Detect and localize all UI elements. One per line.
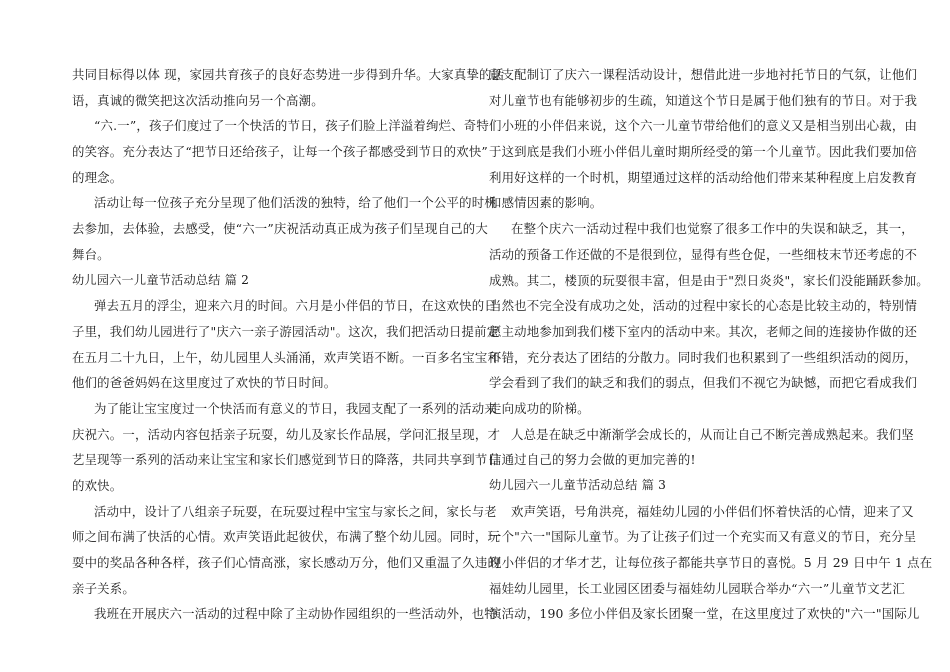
text-line: 一个"六一"国际儿童节。为了让孩子们过一个充实而又有意义的节日，充分呈	[489, 529, 917, 545]
text-line: 对儿童节也有能够初步的生疏，知道这个节日是属于他们独有的节日。对于我	[489, 92, 918, 108]
text-line: 学会看到了我们的缺乏和我们的弱点，但我们不视它为缺憾，而把它看成我们	[489, 375, 918, 391]
text-line: 活动中，设计了八组亲子玩耍，在玩耍过程中宝宝与家长之间，家长与老	[94, 503, 497, 519]
section-heading: 幼儿园六一儿童节活动总结 篇 3	[489, 478, 667, 492]
text-line: 走向成功的阶梯。	[489, 400, 590, 416]
text-line: 在整个庆六一活动过程中我们也觉察了很多工作中的失误和缺乏，其一，	[511, 221, 914, 237]
text-line: 在五月二十九日，上午，幼儿园里人头涌涌，欢声笑语不断。一百多名宝宝和	[72, 349, 501, 365]
text-line: 的理念。	[72, 169, 123, 185]
text-line: 信通过自己的努力会做的更加完善的!	[489, 452, 696, 468]
text-line: 愿主动地参加到我们楼下室内的活动中来。其次，老师之间的连接协作做的还	[489, 323, 918, 339]
text-line: “六.一”，孩子们度过了一个快活的节日，孩子们脸上洋溢着绚烂、奇特	[94, 118, 489, 134]
text-line: 演活动，190 多位小伴侣及家长团聚一堂，在这里度过了欢快的"六一"国际儿	[489, 606, 920, 622]
text-line: 们小班的小伴侣来说，这个六一儿童节带给他们的意义又是相当别出心裁，由	[489, 118, 918, 134]
text-line: 福娃幼儿园里，长工业园区团委与福娃幼儿园联合举办“六一”儿童节文艺汇	[489, 580, 905, 596]
text-line: 的欢快。	[72, 478, 123, 493]
section-heading: 幼儿园六一儿童节活动总结 篇 2	[72, 272, 250, 287]
text-line: 成熟。其二，楼顶的玩耍很丰富，但是由于"烈日炎炎"，家长们没能踊跃参加。	[489, 272, 929, 288]
text-line: 当然也不完全没有成功之处，活动的过程中家长的心态是比较主动的，特别情	[489, 298, 918, 314]
text-line: 人总是在缺乏中渐渐学会成长的，从而让自己不断完善成熟起来。我们坚	[511, 426, 914, 442]
text-line: 的笑容。充分表达了“把节日还给孩子，让每一个孩子都感受到节日的欢快”	[72, 144, 488, 160]
text-line: 为了能让宝宝度过一个快活而有意义的节日，我园支配了一系列的活动来	[94, 400, 497, 416]
text-line: 于这到底是我们小班小伴侣儿童时期所经受的第一个儿童节。因此我们要加倍	[489, 144, 918, 160]
text-line: 共同目标得以体 现，家园共育孩子的良好态势进一步得到升华。大家真挚的话	[72, 67, 505, 82]
text-line: 去参加，去体验，去感受，使“六一”庆祝活动真正成为孩子们呈现自己的大	[72, 221, 488, 237]
text-line: 师之间布满了快活的心情。欢声笑语此起彼伏，布满了整个幼儿园。同时，玩	[72, 529, 501, 545]
text-line: 和感情因素的影响。	[489, 195, 603, 211]
text-line: 语，真诚的微笑把这次活动推向另一个高潮。	[72, 92, 324, 108]
right-column	[489, 62, 933, 627]
text-line: 艺呈现等一系列的活动来让宝宝和家长们感觉到节日的降落，共同共享到节日	[72, 452, 501, 468]
text-line: 我班在开展庆六一活动的过程中除了主动协作园组织的一些活动外，也特	[94, 606, 497, 622]
text-line: 舞台。	[72, 246, 110, 262]
text-line: 耍中的奖品各种各样，孩子们心情高涨，家长感动万分，他们又重温了久违的	[72, 555, 501, 571]
text-line: 欢声笑语，号角洪亮，福娃幼儿园的小伴侣们怀着快活的心情，迎来了又	[511, 503, 914, 519]
text-line: 子里，我们幼儿园进行了"庆六一亲子游园活动"。这次，我们把活动日提前定	[72, 323, 500, 339]
text-line: 他们的爸爸妈妈在这里度过了欢快的节日时间。	[72, 375, 337, 391]
text-line: 活动的预备工作还做的不是很到位，显得有些仓促，一些细枝末节还考虑的不	[489, 246, 918, 262]
text-line: 不错，充分表达了团结的分散力。同时我们也积累到了一些组织活动的阅历，	[489, 349, 918, 365]
text-line: 意支配制订了庆六一课程活动设计，想借此进一步地衬托节日的气氛，让他们	[489, 67, 918, 82]
left-column	[72, 62, 505, 627]
text-line: 活动让每一位孩子充分呈现了他们活泼的独特，给了他们一个公平的时机	[94, 195, 497, 211]
text-line: 亲子关系。	[72, 580, 135, 596]
text-line: 庆祝六。一，活动内容包括亲子玩耍，幼儿及家长作品展，学问汇报呈现，才	[72, 426, 501, 442]
text-line: 利用好这样的一个时机，期望通过这样的活动给他们带来某种程度上启发教育	[489, 169, 918, 185]
text-line: 现小伴侣的才华才艺，让每位孩子都能共享节日的喜悦。5 月 29 日中午 1 点在	[489, 555, 933, 571]
text-line: 弹去五月的浮尘，迎来六月的时间。六月是小伴侣的节日，在这欢快的日	[94, 298, 497, 314]
